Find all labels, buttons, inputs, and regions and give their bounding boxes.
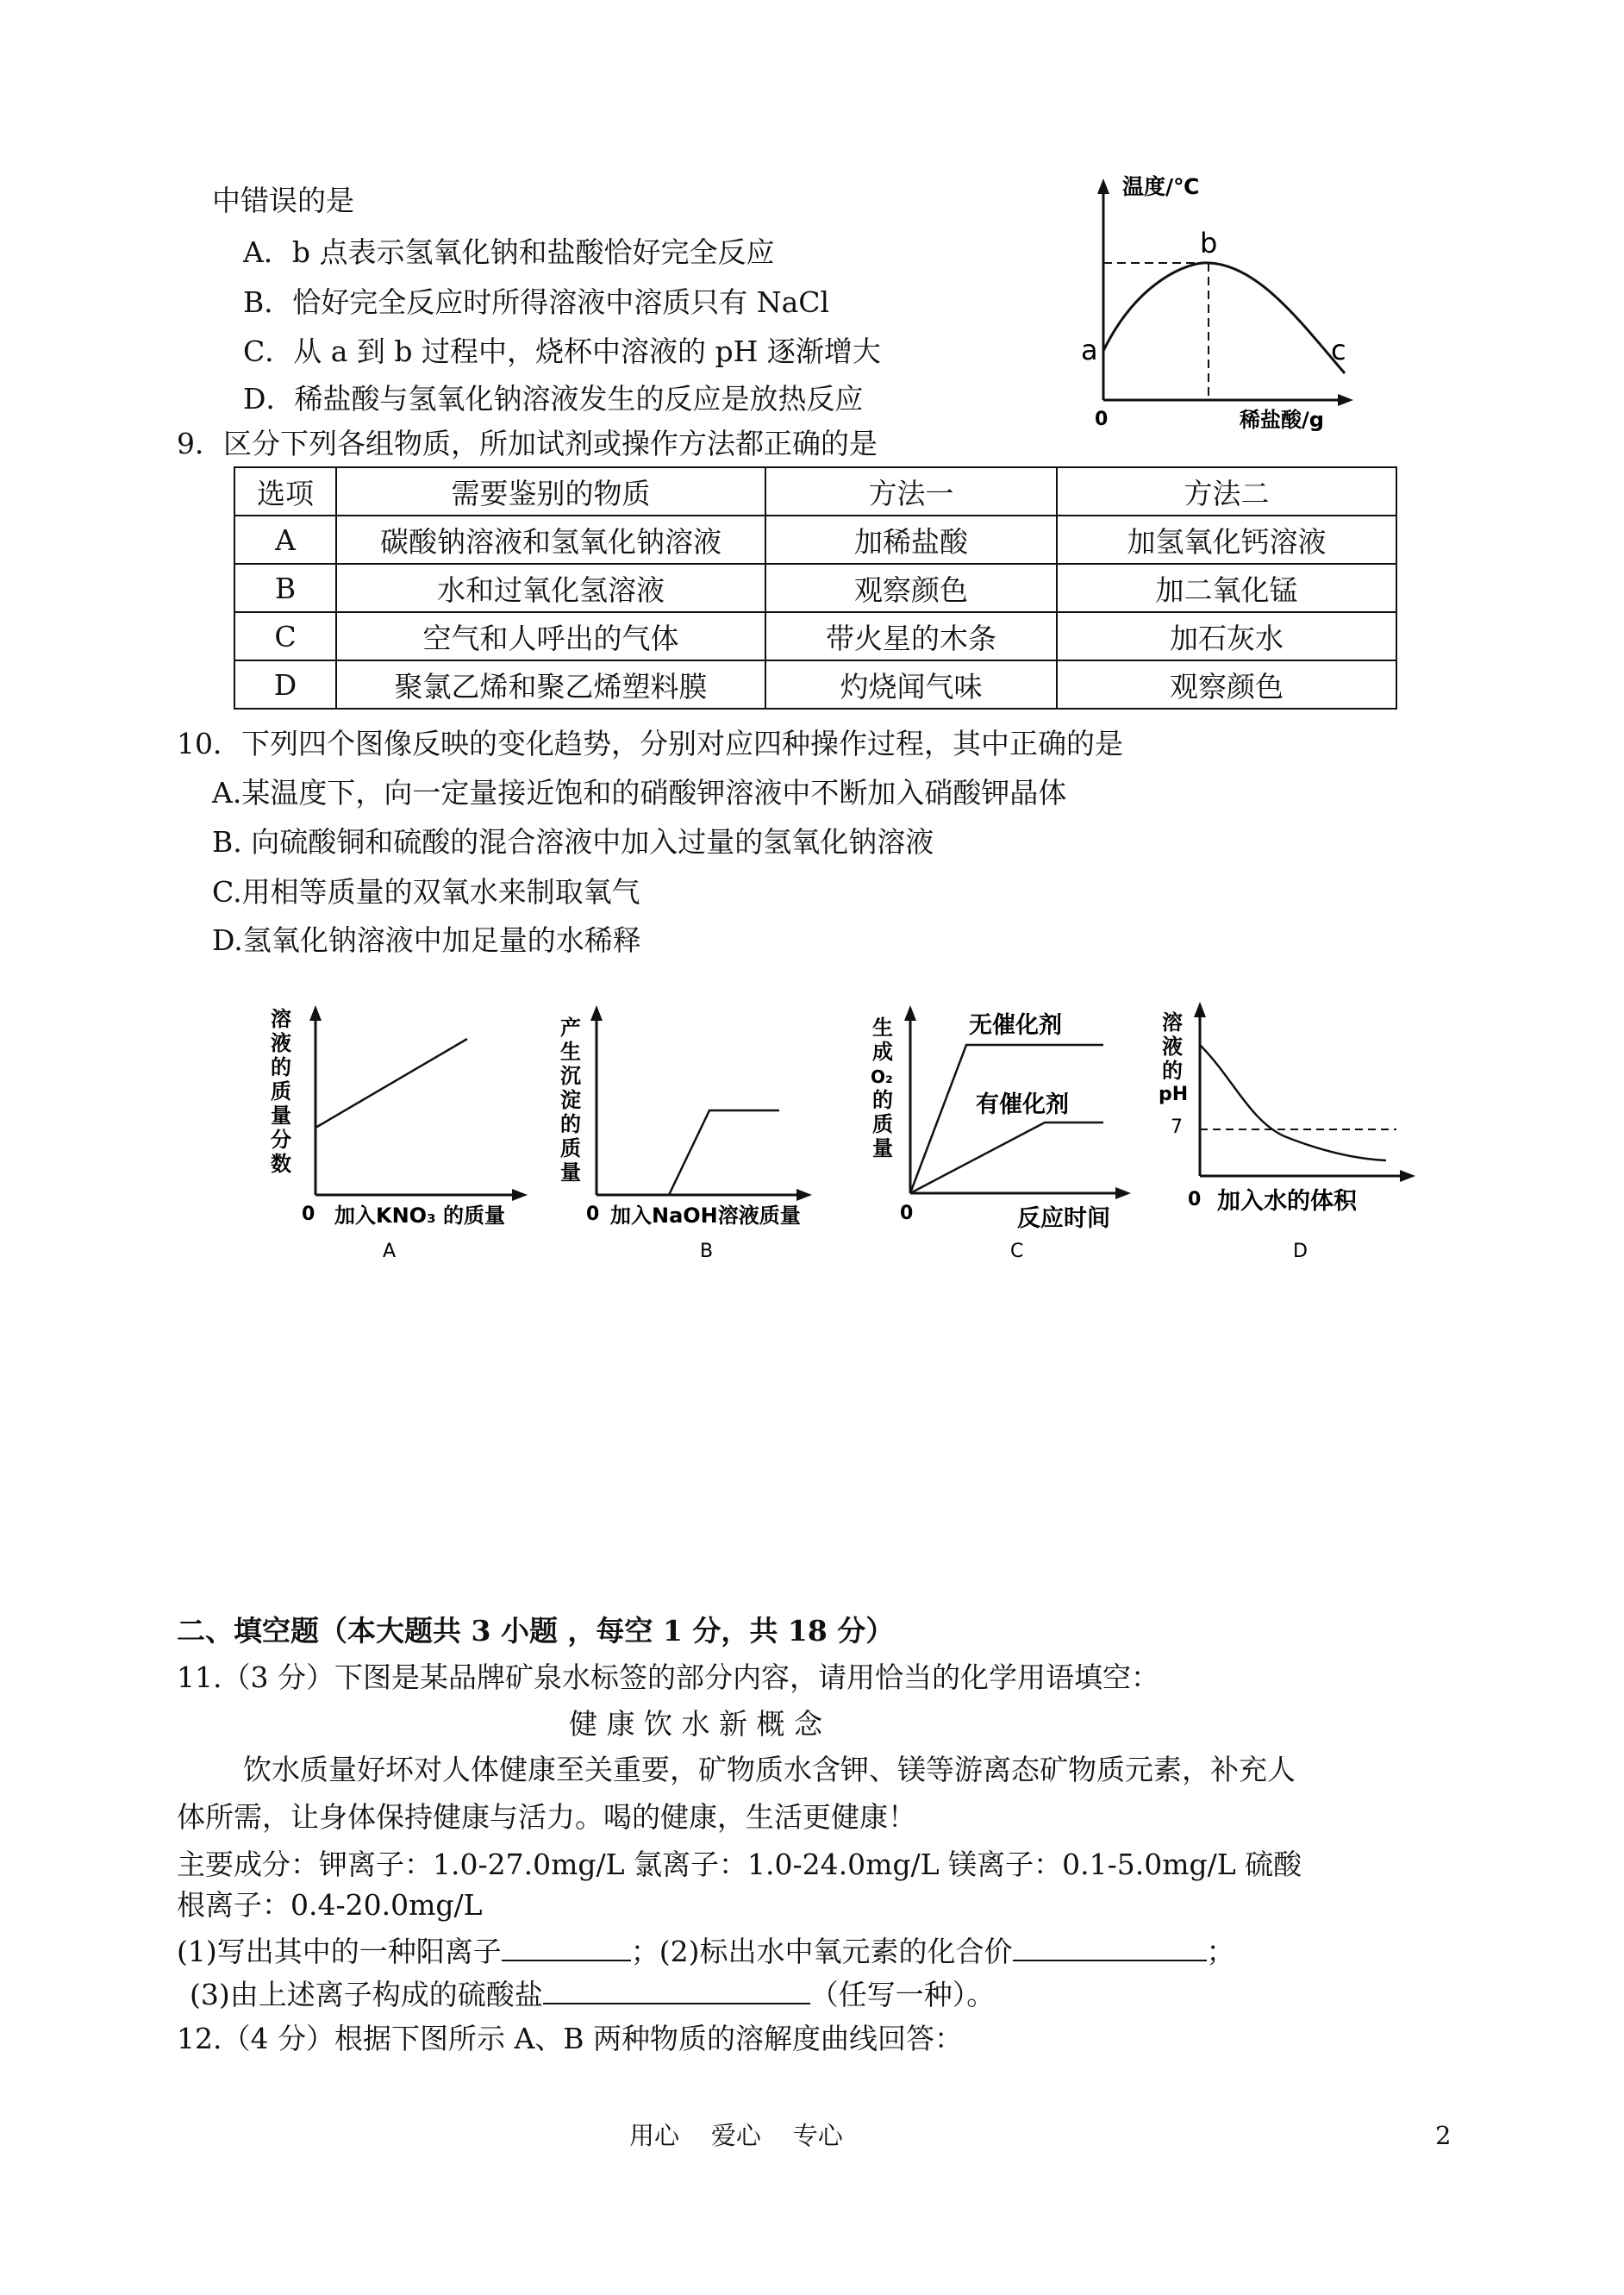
graph-xlabel: 加入KNO₃ 的质量: [334, 1204, 505, 1228]
table-cell: 加二氧化锰: [1057, 564, 1396, 612]
q11-part3-end: （任写一种）。: [809, 1978, 996, 2011]
q11-answer-blank-3[interactable]: [543, 1977, 810, 2004]
q10-option-d: D.氢氧化钠溶液中加足量的水稀释: [212, 923, 641, 957]
graph-caption: A: [383, 1241, 397, 1262]
table-cell: 加稀盐酸: [765, 516, 1057, 564]
table-cell: 水和过氧化氢溶液: [336, 564, 765, 612]
table-header-cell: 需要鉴别的物质: [336, 467, 765, 516]
graph-ylabel-char: 量: [271, 1104, 291, 1128]
table-cell: 灼烧闻气味: [765, 660, 1057, 709]
table-cell: 带火星的木条: [765, 612, 1057, 660]
graph-caption: B: [700, 1241, 714, 1262]
table-header-cell: 选项: [234, 467, 336, 516]
q10-option-a: A.某温度下，向一定量接近饱和的硝酸钾溶液中不断加入硝酸钾晶体: [212, 776, 1067, 810]
graph-origin: 0: [900, 1203, 914, 1224]
q8-option-a: A．b 点表示氢氧化钠和盐酸恰好完全反应: [243, 235, 775, 269]
graph-ylabel-char: 液: [271, 1031, 291, 1055]
table-row: [234, 612, 1396, 660]
graph-origin: 0: [586, 1204, 600, 1225]
graph-origin: 0: [302, 1204, 315, 1225]
q8-option-d: D．稀盐酸与氢氧化钠溶液发生的反应是放热反应: [243, 382, 864, 416]
q11-line-1: [177, 1934, 1235, 1969]
q10-option-c: C.用相等质量的双氧水来制取氧气: [212, 875, 640, 909]
table-cell: 碳酸钠溶液和氢氧化钠溶液: [336, 516, 765, 564]
mineral-water-label-paragraph: 体所需，让身体保持健康与活力。喝的健康，生活更健康！: [177, 1800, 916, 1834]
mineral-water-label-paragraph: 饮水质量好坏对人体健康至关重要，矿物质水含钾、镁等游离态矿物质元素，补充人: [243, 1753, 1296, 1786]
graph-ylabel-char: 量: [560, 1160, 581, 1185]
table-header-row: [234, 467, 1396, 516]
graph-xlabel: 加入NaOH溶液质量: [610, 1204, 801, 1228]
graph-ylabel-char: O₂: [871, 1066, 893, 1087]
table-header-cell: 方法一: [765, 467, 1057, 516]
q11-part2-label: ；(2)标出水中氧元素的化合价: [630, 1935, 1013, 1968]
graph-ylabel-char: 液: [1162, 1035, 1183, 1059]
table-row: [234, 660, 1396, 709]
q8-graph-point-b: b: [1200, 227, 1218, 260]
q8-graph-point-c: c: [1331, 334, 1346, 366]
q8-graph-xlabel: 稀盐酸/g: [1240, 408, 1324, 432]
graph-caption: C: [1010, 1241, 1024, 1262]
graph-ylabel-char: 的: [1162, 1059, 1183, 1083]
q10-graph-d: [1146, 991, 1431, 1267]
table-cell: 观察颜色: [765, 564, 1057, 612]
q11-part2-end: ；: [1206, 1935, 1235, 1968]
q11-line-3: [190, 1977, 995, 2012]
graph-c-label-catalyst: 有催化剂: [976, 1091, 1069, 1118]
q9-table: [234, 466, 1397, 710]
graph-ylabel-char: 量: [872, 1136, 893, 1160]
graph-ylabel-char: 的: [560, 1112, 581, 1136]
graph-caption: D: [1293, 1241, 1308, 1262]
table-row: [234, 516, 1396, 564]
graph-xlabel: 反应时间: [1017, 1205, 1110, 1232]
table-cell: D: [234, 660, 336, 709]
q11-answer-blank-1[interactable]: [502, 1934, 631, 1961]
graph-ylabel-char: 沉: [560, 1064, 581, 1088]
q11-part1-label: (1)写出其中的一种阳离子: [177, 1935, 502, 1968]
q10-graph-c: [862, 991, 1146, 1267]
table-cell: 加氢氧化钙溶液: [1057, 516, 1396, 564]
mineral-water-composition: 根离子：0.4-20.0mg/L: [177, 1888, 483, 1922]
q8-stem-tail: 中错误的是: [212, 184, 354, 217]
graph-ylabel-char: 淀: [560, 1088, 581, 1112]
mineral-water-label-title: 健 康 饮 水 新 概 念: [569, 1707, 822, 1741]
q8-graph-ylabel: 温度/℃: [1122, 174, 1200, 199]
graph-d-tick-7: 7: [1171, 1116, 1183, 1138]
graph-origin: 0: [1188, 1189, 1202, 1210]
q10-option-b: B. 向硫酸铜和硫酸的混合溶液中加入过量的氢氧化钠溶液: [212, 825, 934, 859]
graph-ylabel-char: 成: [872, 1040, 893, 1064]
q12-stem: 12.（4 分）根据下图所示 A、B 两种物质的溶解度曲线回答：: [177, 2022, 964, 2055]
graph-ylabel-char: 生: [560, 1040, 581, 1064]
graph-ylabel-char: 分: [271, 1128, 291, 1152]
q8-graph-origin: 0: [1095, 409, 1109, 430]
graph-ylabel-char: 数: [271, 1152, 291, 1176]
graph-ylabel-char: 质: [271, 1079, 291, 1104]
graph-ylabel-char: 产: [560, 1016, 581, 1040]
graph-c-label-no-catalyst: 无催化剂: [969, 1012, 1062, 1039]
table-cell: 聚氯乙烯和聚乙烯塑料膜: [336, 660, 765, 709]
graph-ylabel-char: 质: [872, 1112, 893, 1136]
graph-ylabel-char: 生: [872, 1016, 893, 1040]
page-number: 2: [1435, 2121, 1452, 2150]
q11-stem: 11.（3 分）下图是某品牌矿泉水标签的部分内容，请用恰当的化学用语填空：: [177, 1660, 1159, 1694]
q11-answer-blank-2[interactable]: [1013, 1934, 1207, 1961]
q10-graph-b: [552, 1000, 836, 1267]
graph-ylabel-char: 溶: [1162, 1010, 1183, 1035]
table-cell: C: [234, 612, 336, 660]
graph-ylabel-char: 的: [872, 1088, 893, 1112]
section2-title: 二、填空题（本大题共 3 小题 ，每空 1 分，共 18 分）: [177, 1614, 895, 1648]
table-cell: A: [234, 516, 336, 564]
mineral-water-composition: 主要成分：钾离子：1.0-27.0mg/L 氯离子：1.0-24.0mg/L 镁离子：0.1-5.0mg/L 硫酸: [177, 1848, 1302, 1881]
graph-xlabel: 加入水的体积: [1217, 1188, 1357, 1215]
graph-ylabel-char: 溶: [271, 1007, 291, 1031]
table-cell: B: [234, 564, 336, 612]
table-cell: 观察颜色: [1057, 660, 1396, 709]
table-cell: 空气和人呼出的气体: [336, 612, 765, 660]
table-cell: 加石灰水: [1057, 612, 1396, 660]
q10-graph-a: [259, 1000, 543, 1267]
q10-stem: 10．下列四个图像反映的变化趋势，分别对应四种操作过程，其中正确的是: [177, 727, 1123, 760]
graph-ylabel-char: pH: [1159, 1084, 1189, 1105]
q8-option-b: B．恰好完全反应时所得溶液中溶质只有 NaCl: [243, 285, 830, 319]
q8-graph-point-a: a: [1081, 334, 1098, 366]
graph-ylabel-char: 的: [271, 1055, 291, 1079]
table-header-cell: 方法二: [1057, 467, 1396, 516]
q11-part3-label: (3)由上述离子构成的硫酸盐: [190, 1978, 543, 2011]
graph-ylabel-char: 质: [560, 1136, 581, 1160]
table-row: [234, 564, 1396, 612]
q9-stem: 9．区分下列各组物质，所加试剂或操作方法都正确的是: [177, 427, 878, 460]
q8-option-c: C．从 a 到 b 过程中，烧杯中溶液的 pH 逐渐增大: [243, 335, 881, 368]
page-footer-motto: 用心 爱心 专心: [629, 2121, 843, 2150]
q8-temperature-graph: [1069, 168, 1396, 444]
